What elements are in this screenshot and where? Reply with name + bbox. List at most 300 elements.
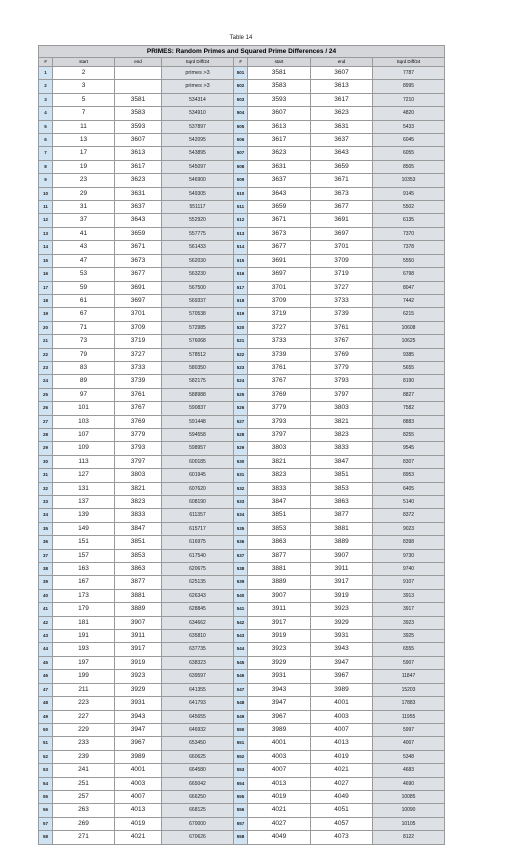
sqrd-diff-left: 646932 bbox=[162, 723, 234, 736]
sqrd-diff-left: 616975 bbox=[162, 536, 234, 549]
end-right: 3947 bbox=[311, 656, 373, 669]
start-left: 101 bbox=[53, 402, 115, 415]
sqrd-diff-left: 546900 bbox=[162, 174, 234, 187]
sqrd-diff-right: 7787 bbox=[373, 67, 445, 80]
table-row bbox=[39, 321, 445, 334]
sqrd-diff-left: 665042 bbox=[162, 777, 234, 790]
end-right: 4027 bbox=[311, 777, 373, 790]
start-left: 17 bbox=[53, 147, 115, 160]
start-left: 227 bbox=[53, 710, 115, 723]
sqrd-diff-right: 5655 bbox=[373, 361, 445, 374]
start-left: 41 bbox=[53, 227, 115, 240]
end-right: 3881 bbox=[311, 522, 373, 535]
end-left: 3659 bbox=[115, 227, 162, 240]
row-index-left: 24 bbox=[39, 375, 53, 388]
start-left: 181 bbox=[53, 616, 115, 629]
start-left: 241 bbox=[53, 764, 115, 777]
end-right: 3889 bbox=[311, 536, 373, 549]
start-left: 67 bbox=[53, 308, 115, 321]
table-row bbox=[39, 335, 445, 348]
row-index-right: 538 bbox=[234, 563, 248, 576]
start-right: 3739 bbox=[248, 348, 311, 361]
sqrd-diff-right: 8883 bbox=[373, 415, 445, 428]
row-index-right: 507 bbox=[234, 147, 248, 160]
start-left: 79 bbox=[53, 348, 115, 361]
sqrd-diff-left: 549305 bbox=[162, 187, 234, 200]
end-right: 4007 bbox=[311, 723, 373, 736]
start-left: 59 bbox=[53, 281, 115, 294]
table-row bbox=[39, 348, 445, 361]
start-left: 19 bbox=[53, 160, 115, 173]
start-right: 4007 bbox=[248, 764, 311, 777]
table-row bbox=[39, 710, 445, 723]
sqrd-diff-left: 551117 bbox=[162, 201, 234, 214]
end-left: 4021 bbox=[115, 831, 162, 844]
table-row bbox=[39, 93, 445, 106]
end-right: 3769 bbox=[311, 348, 373, 361]
start-right: 3863 bbox=[248, 536, 311, 549]
start-left: 163 bbox=[53, 563, 115, 576]
table-row bbox=[39, 201, 445, 214]
header-start-left: start bbox=[53, 58, 115, 67]
start-right: 3671 bbox=[248, 214, 311, 227]
sqrd-diff-right: 3923 bbox=[373, 616, 445, 629]
end-left: 3581 bbox=[115, 93, 162, 106]
sqrd-diff-right: 8255 bbox=[373, 428, 445, 441]
sqrd-diff-left: 601945 bbox=[162, 469, 234, 482]
end-left: 3593 bbox=[115, 120, 162, 133]
start-left: 269 bbox=[53, 817, 115, 830]
sqrd-diff-left: 634662 bbox=[162, 616, 234, 629]
row-index-left: 46 bbox=[39, 670, 53, 683]
start-left: 31 bbox=[53, 201, 115, 214]
start-right: 4049 bbox=[248, 831, 311, 844]
sqrd-diff-right: 5550 bbox=[373, 254, 445, 267]
end-left: 3613 bbox=[115, 147, 162, 160]
row-index-right: 529 bbox=[234, 442, 248, 455]
start-right: 3793 bbox=[248, 415, 311, 428]
start-right: 3769 bbox=[248, 388, 311, 401]
row-index-left: 35 bbox=[39, 522, 53, 535]
header-sqrd-diff-right: Sqrd Diff/24 bbox=[373, 58, 445, 67]
end-left: 3967 bbox=[115, 737, 162, 750]
end-left: 3803 bbox=[115, 469, 162, 482]
sqrd-diff-left: 590837 bbox=[162, 402, 234, 415]
sqrd-diff-right: 3925 bbox=[373, 630, 445, 643]
sqrd-diff-right: 4007 bbox=[373, 737, 445, 750]
start-right: 3797 bbox=[248, 428, 311, 441]
sqrd-diff-right: 4690 bbox=[373, 777, 445, 790]
table-row bbox=[39, 737, 445, 750]
start-right: 3967 bbox=[248, 710, 311, 723]
row-index-left: 56 bbox=[39, 804, 53, 817]
end-left: 3919 bbox=[115, 656, 162, 669]
sqrd-diff-left: 594558 bbox=[162, 428, 234, 441]
sqrd-diff-right: 10105 bbox=[373, 817, 445, 830]
sqrd-diff-left: 537897 bbox=[162, 120, 234, 133]
sqrd-diff-right: 6135 bbox=[373, 214, 445, 227]
sqrd-diff-right: 4820 bbox=[373, 107, 445, 120]
row-index-right: 506 bbox=[234, 134, 248, 147]
row-index-left: 40 bbox=[39, 589, 53, 602]
row-index-left: 2 bbox=[39, 80, 53, 93]
sqrd-diff-right: 6045 bbox=[373, 134, 445, 147]
sqrd-diff-left: 628845 bbox=[162, 603, 234, 616]
start-right: 3847 bbox=[248, 496, 311, 509]
start-left: 173 bbox=[53, 589, 115, 602]
row-index-right: 513 bbox=[234, 227, 248, 240]
end-right: 4001 bbox=[311, 697, 373, 710]
row-index-left: 54 bbox=[39, 777, 53, 790]
end-right: 3877 bbox=[311, 509, 373, 522]
sqrd-diff-right: 8505 bbox=[373, 160, 445, 173]
end-left: 3671 bbox=[115, 241, 162, 254]
end-left: 3643 bbox=[115, 214, 162, 227]
end-right: 3797 bbox=[311, 388, 373, 401]
row-index-left: 11 bbox=[39, 201, 53, 214]
sqrd-diff-left: 543895 bbox=[162, 147, 234, 160]
table-title: PRIMES: Random Primes and Squared Prime Differences / 24 bbox=[39, 46, 445, 58]
end-right: 3623 bbox=[311, 107, 373, 120]
table-row bbox=[39, 683, 445, 696]
header-index-left: # bbox=[39, 58, 53, 67]
start-right: 3613 bbox=[248, 120, 311, 133]
sqrd-diff-right: 5997 bbox=[373, 723, 445, 736]
end-right: 3793 bbox=[311, 375, 373, 388]
table-row bbox=[39, 482, 445, 495]
row-index-left: 48 bbox=[39, 697, 53, 710]
row-index-right: 530 bbox=[234, 455, 248, 468]
row-index-right: 533 bbox=[234, 496, 248, 509]
end-left: 3779 bbox=[115, 428, 162, 441]
row-index-right: 515 bbox=[234, 254, 248, 267]
end-left: 3583 bbox=[115, 107, 162, 120]
start-right: 4021 bbox=[248, 804, 311, 817]
row-index-right: 524 bbox=[234, 375, 248, 388]
sqrd-diff-left: 639597 bbox=[162, 670, 234, 683]
sqrd-diff-right: 6405 bbox=[373, 482, 445, 495]
start-right: 3911 bbox=[248, 603, 311, 616]
end-right: 3917 bbox=[311, 576, 373, 589]
sqrd-diff-right: 5433 bbox=[373, 120, 445, 133]
sqrd-diff-left: 617540 bbox=[162, 549, 234, 562]
start-left: 179 bbox=[53, 603, 115, 616]
start-right: 3719 bbox=[248, 308, 311, 321]
row-index-left: 36 bbox=[39, 536, 53, 549]
start-right: 3677 bbox=[248, 241, 311, 254]
start-left: 29 bbox=[53, 187, 115, 200]
sqrd-diff-right: 7582 bbox=[373, 402, 445, 415]
row-index-left: 13 bbox=[39, 227, 53, 240]
sqrd-diff-right: 5502 bbox=[373, 201, 445, 214]
start-left: 193 bbox=[53, 643, 115, 656]
end-left: 3943 bbox=[115, 710, 162, 723]
end-right: 3637 bbox=[311, 134, 373, 147]
row-index-left: 4 bbox=[39, 107, 53, 120]
end-left: 3617 bbox=[115, 160, 162, 173]
row-index-right: 527 bbox=[234, 415, 248, 428]
start-left: 97 bbox=[53, 388, 115, 401]
table-row bbox=[39, 80, 445, 93]
end-left: 3733 bbox=[115, 361, 162, 374]
row-index-right: 548 bbox=[234, 697, 248, 710]
start-left: 197 bbox=[53, 656, 115, 669]
row-index-left: 53 bbox=[39, 764, 53, 777]
row-index-left: 58 bbox=[39, 831, 53, 844]
sqrd-diff-right: 9740 bbox=[373, 563, 445, 576]
start-left: 271 bbox=[53, 831, 115, 844]
start-left: 229 bbox=[53, 723, 115, 736]
sqrd-diff-right: 8995 bbox=[373, 80, 445, 93]
sqrd-diff-left: 653450 bbox=[162, 737, 234, 750]
start-right: 4003 bbox=[248, 750, 311, 763]
sqrd-diff-left: 608190 bbox=[162, 496, 234, 509]
start-left: 2 bbox=[53, 67, 115, 80]
start-left: 103 bbox=[53, 415, 115, 428]
row-index-right: 508 bbox=[234, 160, 248, 173]
table-row bbox=[39, 214, 445, 227]
sqrd-diff-left: 561433 bbox=[162, 241, 234, 254]
table-row bbox=[39, 576, 445, 589]
start-left: 257 bbox=[53, 790, 115, 803]
start-right: 3823 bbox=[248, 469, 311, 482]
sqrd-diff-left: 534314 bbox=[162, 93, 234, 106]
sqrd-diff-left: 598957 bbox=[162, 442, 234, 455]
end-left: 3793 bbox=[115, 442, 162, 455]
table-row bbox=[39, 509, 445, 522]
end-right: 3923 bbox=[311, 603, 373, 616]
sqrd-diff-right: 4683 bbox=[373, 764, 445, 777]
table-row bbox=[39, 227, 445, 240]
end-left bbox=[115, 80, 162, 93]
row-index-left: 1 bbox=[39, 67, 53, 80]
sqrd-diff-left: 572985 bbox=[162, 321, 234, 334]
end-left: 3701 bbox=[115, 308, 162, 321]
end-left: 3719 bbox=[115, 335, 162, 348]
end-right: 3929 bbox=[311, 616, 373, 629]
end-left: 3709 bbox=[115, 321, 162, 334]
end-right: 4057 bbox=[311, 817, 373, 830]
table-row bbox=[39, 549, 445, 562]
start-left: 151 bbox=[53, 536, 115, 549]
row-index-left: 26 bbox=[39, 402, 53, 415]
sqrd-diff-right: 9107 bbox=[373, 576, 445, 589]
row-index-left: 28 bbox=[39, 428, 53, 441]
end-right: 3727 bbox=[311, 281, 373, 294]
start-right: 4027 bbox=[248, 817, 311, 830]
start-right: 3767 bbox=[248, 375, 311, 388]
row-index-right: 535 bbox=[234, 522, 248, 535]
sqrd-diff-right: 8372 bbox=[373, 509, 445, 522]
row-index-left: 19 bbox=[39, 308, 53, 321]
start-left: 71 bbox=[53, 321, 115, 334]
end-right: 3989 bbox=[311, 683, 373, 696]
table-row bbox=[39, 455, 445, 468]
end-right: 4073 bbox=[311, 831, 373, 844]
end-left: 3727 bbox=[115, 348, 162, 361]
table-row bbox=[39, 160, 445, 173]
sqrd-diff-right: 6555 bbox=[373, 643, 445, 656]
start-left: 107 bbox=[53, 428, 115, 441]
start-right: 3659 bbox=[248, 201, 311, 214]
start-left: 11 bbox=[53, 120, 115, 133]
sqrd-diff-left: 670000 bbox=[162, 817, 234, 830]
table-caption: Table 14 bbox=[229, 35, 253, 41]
row-index-left: 33 bbox=[39, 496, 53, 509]
sqrd-diff-left: 668125 bbox=[162, 804, 234, 817]
row-index-left: 3 bbox=[39, 93, 53, 106]
start-left: 89 bbox=[53, 375, 115, 388]
end-right: 4021 bbox=[311, 764, 373, 777]
table-row bbox=[39, 790, 445, 803]
end-left: 3929 bbox=[115, 683, 162, 696]
sqrd-diff-right: 5140 bbox=[373, 496, 445, 509]
row-index-right: 505 bbox=[234, 120, 248, 133]
end-left: 4007 bbox=[115, 790, 162, 803]
start-right: 3733 bbox=[248, 335, 311, 348]
row-index-right: 556 bbox=[234, 804, 248, 817]
table-row bbox=[39, 522, 445, 535]
start-right: 3583 bbox=[248, 80, 311, 93]
table-row bbox=[39, 187, 445, 200]
sqrd-diff-right: 15203 bbox=[373, 683, 445, 696]
sqrd-diff-right: 9145 bbox=[373, 187, 445, 200]
start-right: 3821 bbox=[248, 455, 311, 468]
start-right: 4019 bbox=[248, 790, 311, 803]
start-left: 5 bbox=[53, 93, 115, 106]
table-row bbox=[39, 630, 445, 643]
table-row bbox=[39, 147, 445, 160]
row-index-left: 25 bbox=[39, 388, 53, 401]
sqrd-diff-left: 626343 bbox=[162, 589, 234, 602]
start-right: 4001 bbox=[248, 737, 311, 750]
end-left: 3739 bbox=[115, 375, 162, 388]
row-index-right: 543 bbox=[234, 630, 248, 643]
start-right: 3701 bbox=[248, 281, 311, 294]
end-right: 3943 bbox=[311, 643, 373, 656]
end-right: 3719 bbox=[311, 268, 373, 281]
start-right: 3803 bbox=[248, 442, 311, 455]
row-index-left: 43 bbox=[39, 630, 53, 643]
sqrd-diff-right: 10353 bbox=[373, 174, 445, 187]
row-index-right: 519 bbox=[234, 308, 248, 321]
start-right: 3623 bbox=[248, 147, 311, 160]
end-right: 4019 bbox=[311, 750, 373, 763]
row-index-right: 525 bbox=[234, 388, 248, 401]
start-left: 113 bbox=[53, 455, 115, 468]
end-left: 3673 bbox=[115, 254, 162, 267]
end-left: 3931 bbox=[115, 697, 162, 710]
end-right: 3919 bbox=[311, 589, 373, 602]
end-left: 3917 bbox=[115, 643, 162, 656]
table-row bbox=[39, 831, 445, 844]
row-index-right: 528 bbox=[234, 428, 248, 441]
start-right: 3617 bbox=[248, 134, 311, 147]
row-index-left: 37 bbox=[39, 549, 53, 562]
end-right: 3739 bbox=[311, 308, 373, 321]
table-row bbox=[39, 254, 445, 267]
row-index-left: 31 bbox=[39, 469, 53, 482]
header-start-right: start bbox=[248, 58, 311, 67]
table-row bbox=[39, 442, 445, 455]
table-row bbox=[39, 536, 445, 549]
start-right: 3833 bbox=[248, 482, 311, 495]
start-left: 131 bbox=[53, 482, 115, 495]
end-right: 3607 bbox=[311, 67, 373, 80]
sqrd-diff-left: 637735 bbox=[162, 643, 234, 656]
row-index-right: 516 bbox=[234, 268, 248, 281]
sqrd-diff-right: 9385 bbox=[373, 348, 445, 361]
table-row bbox=[39, 656, 445, 669]
sqrd-diff-right: 7378 bbox=[373, 241, 445, 254]
row-index-right: 534 bbox=[234, 509, 248, 522]
end-right: 3847 bbox=[311, 455, 373, 468]
start-left: 263 bbox=[53, 804, 115, 817]
row-index-right: 504 bbox=[234, 107, 248, 120]
sqrd-diff-left: 591448 bbox=[162, 415, 234, 428]
start-right: 3851 bbox=[248, 509, 311, 522]
sqrd-diff-right: 8827 bbox=[373, 388, 445, 401]
end-right: 3967 bbox=[311, 670, 373, 683]
row-index-right: 521 bbox=[234, 335, 248, 348]
sqrd-diff-left: 615717 bbox=[162, 522, 234, 535]
table-row bbox=[39, 402, 445, 415]
table-row bbox=[39, 388, 445, 401]
sqrd-diff-left: 552920 bbox=[162, 214, 234, 227]
end-right: 3701 bbox=[311, 241, 373, 254]
end-right: 3863 bbox=[311, 496, 373, 509]
start-left: 211 bbox=[53, 683, 115, 696]
start-right: 3593 bbox=[248, 93, 311, 106]
row-index-left: 10 bbox=[39, 187, 53, 200]
end-left: 3623 bbox=[115, 174, 162, 187]
header-end-right: end bbox=[311, 58, 373, 67]
row-index-left: 21 bbox=[39, 335, 53, 348]
start-left: 7 bbox=[53, 107, 115, 120]
end-right: 3659 bbox=[311, 160, 373, 173]
row-index-left: 23 bbox=[39, 361, 53, 374]
row-index-left: 51 bbox=[39, 737, 53, 750]
end-left: 3637 bbox=[115, 201, 162, 214]
row-index-left: 38 bbox=[39, 563, 53, 576]
row-index-right: 542 bbox=[234, 616, 248, 629]
end-left: 3863 bbox=[115, 563, 162, 576]
sqrd-diff-right: 10625 bbox=[373, 335, 445, 348]
table-row bbox=[39, 120, 445, 133]
end-left: 3907 bbox=[115, 616, 162, 629]
end-left: 3691 bbox=[115, 281, 162, 294]
start-right: 3917 bbox=[248, 616, 311, 629]
row-index-right: 517 bbox=[234, 281, 248, 294]
sqrd-diff-left: 563230 bbox=[162, 268, 234, 281]
start-left: 23 bbox=[53, 174, 115, 187]
end-right: 3823 bbox=[311, 428, 373, 441]
row-index-right: 539 bbox=[234, 576, 248, 589]
start-right: 3727 bbox=[248, 321, 311, 334]
row-index-right: 541 bbox=[234, 603, 248, 616]
start-left: 139 bbox=[53, 509, 115, 522]
row-index-right: 555 bbox=[234, 790, 248, 803]
end-left: 3851 bbox=[115, 536, 162, 549]
start-left: 239 bbox=[53, 750, 115, 763]
row-index-left: 17 bbox=[39, 281, 53, 294]
start-left: 149 bbox=[53, 522, 115, 535]
sqrd-diff-right: 3913 bbox=[373, 589, 445, 602]
sqrd-diff-right: 9545 bbox=[373, 442, 445, 455]
end-left: 3911 bbox=[115, 630, 162, 643]
header-sqrd-diff-left: Sqrd Diff/24 bbox=[162, 58, 234, 67]
end-left: 3889 bbox=[115, 603, 162, 616]
